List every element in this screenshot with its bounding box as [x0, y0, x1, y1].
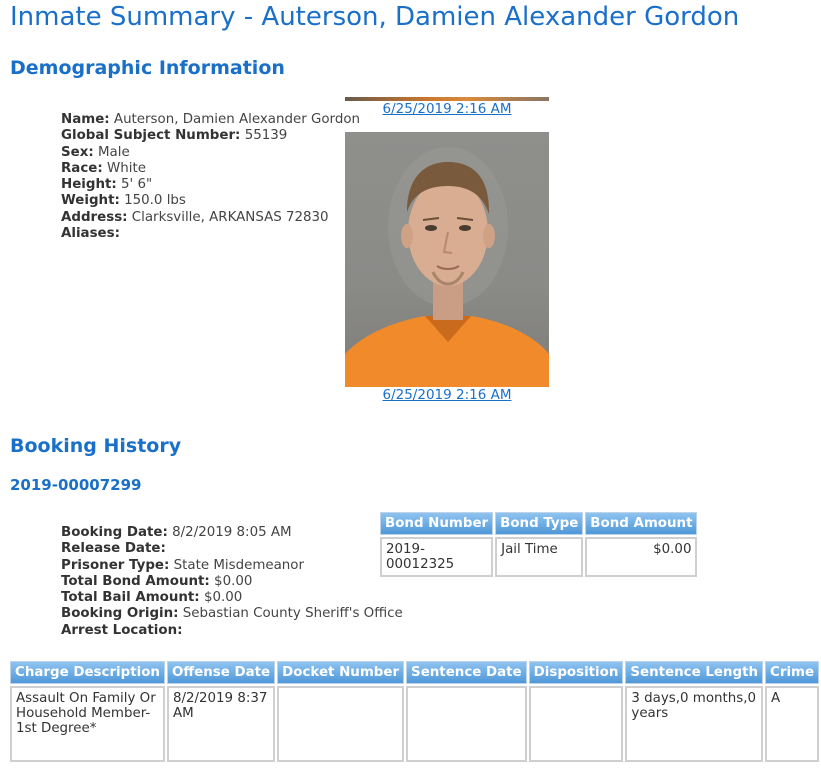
weight-row	[61, 193, 360, 209]
field-label: Release Date:	[61, 541, 166, 557]
bond-type-header[interactable]: Bond Type	[495, 512, 583, 535]
photo-date-link-bottom[interactable]: 6/25/2019 2:16 AM	[382, 387, 512, 403]
charge-table-header	[10, 661, 819, 684]
total-bail-row	[61, 590, 403, 606]
subject-number-row	[61, 128, 360, 144]
prisoner-type-value: State Misdemeanor	[173, 557, 304, 573]
charge-description-header[interactable]: Charge Description	[10, 661, 165, 684]
field-label: Address:	[61, 209, 128, 225]
field-label: Height:	[61, 177, 117, 193]
booking-history-heading: Booking History	[10, 435, 182, 457]
field-label: Booking Date:	[61, 525, 168, 540]
field-label: Total Bond Amount:	[61, 573, 210, 589]
field-label: Prisoner Type:	[61, 557, 170, 573]
release-date-row	[61, 541, 403, 557]
bond-amount-cell: $0.00	[585, 537, 697, 577]
prisoner-type-row	[61, 558, 403, 574]
booking-origin-row	[61, 606, 403, 622]
subject-number-value: 55139	[244, 128, 288, 144]
booking-date-row	[61, 525, 403, 541]
name-value: Auterson, Damien Alexander Gordon	[113, 112, 360, 127]
aliases-row	[61, 226, 360, 242]
disposition-header[interactable]: Disposition	[529, 661, 624, 684]
sentence-length-header[interactable]: Sentence Length	[625, 661, 763, 684]
bond-table	[378, 510, 699, 579]
field-label: Name:	[61, 112, 110, 127]
disposition-cell	[529, 686, 624, 762]
mugshot-icon	[345, 132, 549, 387]
height-value: 5' 6"	[121, 177, 153, 193]
charge-description-cell: Assault On Family Or Household Member-1st Degree*	[10, 686, 165, 762]
demographic-heading: Demographic Information	[10, 57, 285, 79]
mugshot-photo	[345, 132, 549, 387]
page-title: Inmate Summary - Auterson, Damien Alexander Gordon	[10, 2, 740, 32]
address-value: Clarksville, ARKANSAS 72830	[131, 209, 329, 225]
sex-value: Male	[97, 144, 130, 160]
bond-number-cell: 2019-00012325	[380, 537, 493, 577]
docket-number-header[interactable]: Docket Number	[277, 661, 404, 684]
booking-origin-value: Sebastian County Sheriff's Office	[182, 606, 403, 622]
total-bond-value: $0.00	[214, 573, 253, 589]
arrest-location-row	[61, 623, 403, 639]
height-row	[61, 177, 360, 193]
field-label: Weight:	[61, 193, 120, 209]
crime-cell: A	[765, 686, 819, 762]
sentence-length-cell: 3 days,0 months,0 years	[625, 686, 763, 762]
photo-date-link-top[interactable]: 6/25/2019 2:16 AM	[382, 101, 512, 117]
race-value: White	[107, 160, 146, 176]
sentence-date-cell	[406, 686, 527, 762]
table-row	[10, 686, 819, 762]
bond-type-cell: Jail Time	[495, 537, 583, 577]
field-label: Race:	[61, 160, 103, 176]
name-row	[61, 112, 360, 128]
offense-date-cell: 8/2/2019 8:37 AM	[167, 686, 275, 762]
field-label: Arrest Location:	[61, 622, 183, 638]
bond-number-header[interactable]: Bond Number	[380, 512, 493, 535]
table-row	[380, 537, 697, 577]
field-label: Sex:	[61, 144, 94, 160]
address-row	[61, 210, 360, 226]
offense-date-header[interactable]: Offense Date	[167, 661, 275, 684]
total-bond-row	[61, 574, 403, 590]
docket-number-cell	[277, 686, 404, 762]
sentence-date-header[interactable]: Sentence Date	[406, 661, 527, 684]
total-bail-value: $0.00	[203, 590, 243, 606]
charge-table	[8, 659, 821, 764]
field-label: Booking Origin:	[61, 606, 179, 622]
booking-number: 2019-00007299	[10, 476, 142, 494]
booking-date-value: 8/2/2019 8:05 AM	[172, 525, 292, 540]
bond-amount-header[interactable]: Bond Amount	[585, 512, 697, 535]
race-row	[61, 161, 360, 177]
bond-table-header	[380, 512, 697, 535]
field-label: Global Subject Number:	[61, 128, 241, 144]
sex-row	[61, 145, 360, 161]
field-label: Aliases:	[61, 226, 120, 242]
field-label: Total Bail Amount:	[61, 590, 200, 606]
booking-info	[61, 525, 403, 639]
weight-value: 150.0 lbs	[124, 193, 186, 209]
demographic-info	[61, 112, 360, 242]
crime-header[interactable]: Crime	[765, 661, 819, 684]
